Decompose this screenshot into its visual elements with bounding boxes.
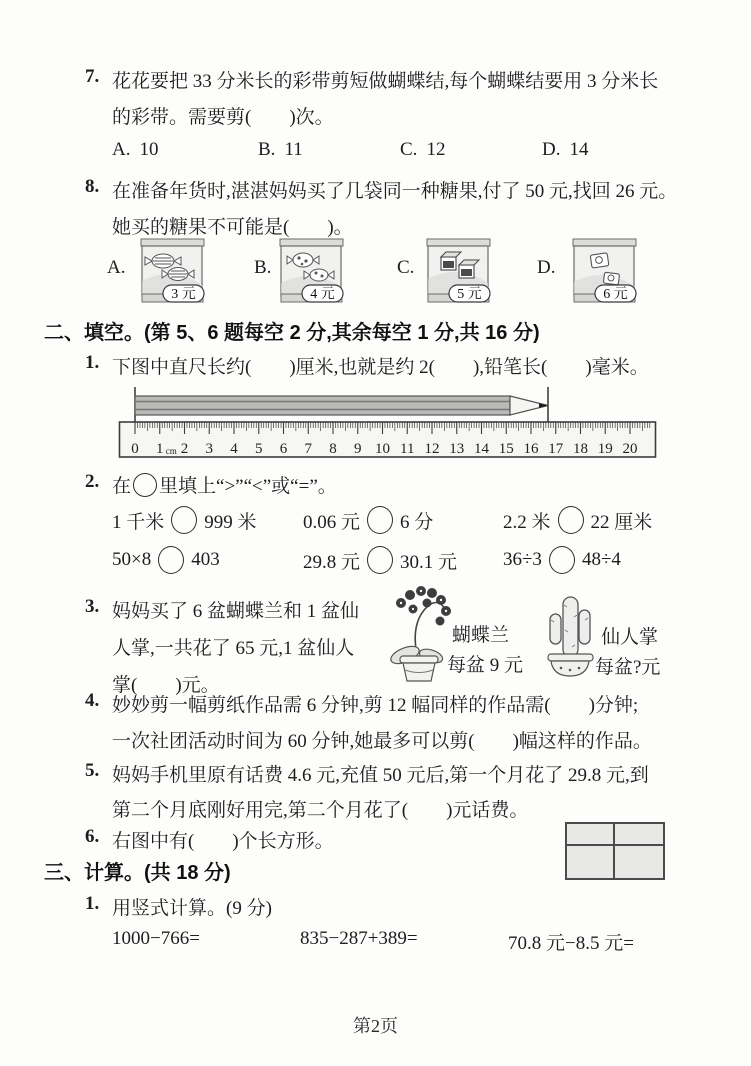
- s2-q2-number: 2.: [85, 471, 100, 492]
- ruler-number: 4: [230, 441, 238, 457]
- s2-q5-number: 5.: [85, 760, 100, 781]
- calc-problem-3: 70.8 元−8.5 元=: [508, 933, 634, 954]
- comparison-6: 36÷3 48÷4: [503, 546, 621, 574]
- q7-option-a: [112, 139, 158, 161]
- candy-bag-c-illustration: [423, 237, 493, 305]
- grid-vertical-line: [613, 824, 615, 878]
- comparison-circle: [558, 506, 584, 534]
- rectangle-grid-figure: [565, 822, 665, 880]
- q7-option-d-value: 14: [569, 139, 589, 160]
- cactus-price: 每盆?元: [595, 657, 661, 678]
- s2-q3-line2: 人掌,一共花了 65 元,1 盆仙人: [112, 638, 355, 659]
- orchid-price: 每盆 9 元: [447, 655, 524, 676]
- question-8-text-line1: 在准备年货时,湛湛妈妈买了几袋同一种糖果,付了 50 元,找回 26 元。: [112, 181, 678, 202]
- ruler-number: 11: [400, 441, 415, 457]
- s2-q1-text: 下图中直尺长约( )厘米,也就是约 2( ),铅笔长( )毫米。: [112, 357, 649, 378]
- q7-option-a-value: 10: [139, 139, 159, 160]
- ruler-number: 20: [622, 441, 638, 457]
- page-number: 第2页: [353, 1016, 398, 1036]
- s3-q1-label: 用竖式计算。(9 分): [112, 898, 272, 919]
- comparison-circle: [549, 546, 575, 574]
- ruler-number: 2: [180, 441, 189, 457]
- ruler-pencil-illustration: [118, 384, 658, 462]
- candy-bag-d-price: 6 元: [603, 287, 628, 302]
- comparison-circle: [367, 546, 393, 574]
- comparison-5: 29.8 元 30.1 元: [303, 546, 457, 574]
- blank-circle-icon: [133, 473, 157, 497]
- ruler-number: 3: [205, 441, 213, 457]
- section-3-title: 三、计算。(共 18 分): [44, 862, 231, 884]
- comparison-1: 1 千米 999 米: [112, 506, 257, 534]
- cactus-illustration: [541, 592, 599, 682]
- s2-q5-line2: 第二个月底刚好用完,第二个月花了( )元话费。: [112, 800, 529, 821]
- question-7-text-line1: 花花要把 33 分米长的彩带剪短做蝴蝶结,每个蝴蝶结要用 3 分米长: [112, 71, 659, 92]
- section-2-title: 二、填空。(第 5、6 题每空 2 分,其余每空 1 分,共 16 分): [44, 322, 540, 344]
- ruler-number: 16: [523, 441, 539, 457]
- question-7-number: 7.: [85, 66, 100, 87]
- ruler-number: 13: [449, 441, 465, 457]
- candy-bag-b-price: 4 元: [310, 287, 335, 302]
- q8-option-b-label: B.: [254, 257, 272, 278]
- s3-q1-number: 1.: [85, 893, 100, 914]
- pencil-illustration: [135, 396, 548, 415]
- s2-q2-intro: 在 里填上“>”“<”或“=”。: [112, 471, 337, 498]
- question-7-text-line2: 的彩带。需要剪( )次。: [112, 107, 334, 128]
- candy-bag-c-price: 5 元: [457, 287, 482, 302]
- ruler-number: 17: [548, 441, 564, 457]
- q8-option-d-label: D.: [537, 257, 556, 278]
- ruler-number: 9: [354, 441, 362, 457]
- grid-horizontal-line: [567, 844, 663, 846]
- question-8-text-line2: 她买的糖果不可能是( )。: [112, 217, 353, 238]
- q8-option-c-label: C.: [397, 257, 415, 278]
- candy-bag-a-price: 3 元: [171, 287, 196, 302]
- comparison-circle: [367, 506, 393, 534]
- pot-rim: [400, 656, 438, 663]
- comparison-circle: [171, 506, 197, 534]
- ruler-number: 18: [573, 441, 588, 457]
- s2-q5-line1: 妈妈手机里原有话费 4.6 元,充值 50 元后,第一个月花了 29.8 元,到: [112, 765, 649, 786]
- comparison-circle: [158, 546, 184, 574]
- q7-option-b: [258, 139, 303, 161]
- s2-q1-number: 1.: [85, 352, 100, 373]
- s2-q4-line2: 一次社团活动时间为 60 分钟,她最多可以剪( )幅这样的作品。: [112, 731, 652, 752]
- q7-option-a-label: A.: [112, 139, 131, 160]
- orchid-label: 蝴蝶兰: [452, 625, 510, 646]
- comparison-4: 50×8 403: [112, 546, 220, 574]
- q8-option-a-label: A.: [107, 257, 126, 278]
- question-8-number: 8.: [85, 176, 100, 197]
- s2-q4-line1: 妙妙剪一幅剪纸作品需 6 分钟,剪 12 幅同样的作品需( )分钟;: [112, 695, 639, 716]
- ruler-number: 15: [498, 441, 514, 457]
- candy-bag-b-illustration: [276, 237, 346, 305]
- candy-bag-a-illustration: [137, 237, 207, 305]
- q7-option-b-value: 11: [284, 139, 303, 160]
- q7-option-c: [400, 139, 445, 161]
- ruler-number: 12: [424, 441, 440, 457]
- s2-q3-number: 3.: [85, 596, 100, 617]
- candy-bag-d-illustration: [569, 237, 639, 305]
- ruler-unit-label: cm: [165, 446, 177, 456]
- comparison-3: 2.2 米 22 厘米: [503, 506, 652, 534]
- calc-problem-1: 1000−766=: [112, 928, 200, 949]
- ruler-number: 5: [255, 441, 263, 457]
- q7-option-d-label: D.: [542, 139, 561, 160]
- s2-q6-number: 6.: [85, 826, 100, 847]
- ruler-number: 10: [375, 441, 390, 457]
- ruler-number: 7: [304, 441, 312, 457]
- bowl-rim: [548, 654, 593, 661]
- s2-q3-line3: 掌( )元。: [112, 675, 220, 696]
- comparison-2: 0.06 元 6 分: [303, 506, 433, 534]
- s2-q6-text: 右图中有( )个长方形。: [112, 831, 334, 852]
- cactus-bowl: [551, 661, 589, 676]
- calc-problem-2: 835−287+389=: [300, 928, 418, 949]
- q7-option-c-label: C.: [400, 139, 418, 160]
- s2-q3-line1: 妈妈买了 6 盆蝴蝶兰和 1 盆仙: [112, 601, 360, 622]
- q7-option-b-label: B.: [258, 139, 276, 160]
- s2-q4-number: 4.: [85, 690, 100, 711]
- ruler-number: 14: [474, 441, 489, 457]
- q7-option-d: [542, 139, 588, 161]
- ruler-number: 1: [156, 441, 164, 457]
- q7-option-c-value: 12: [426, 139, 446, 160]
- cactus-label: 仙人掌: [601, 627, 659, 648]
- ruler-number: 6: [279, 441, 288, 457]
- orchid-illustration: [383, 583, 455, 683]
- ruler-number: 0: [131, 441, 139, 457]
- ruler-number: 8: [329, 441, 337, 457]
- ruler-number: 19: [597, 441, 613, 457]
